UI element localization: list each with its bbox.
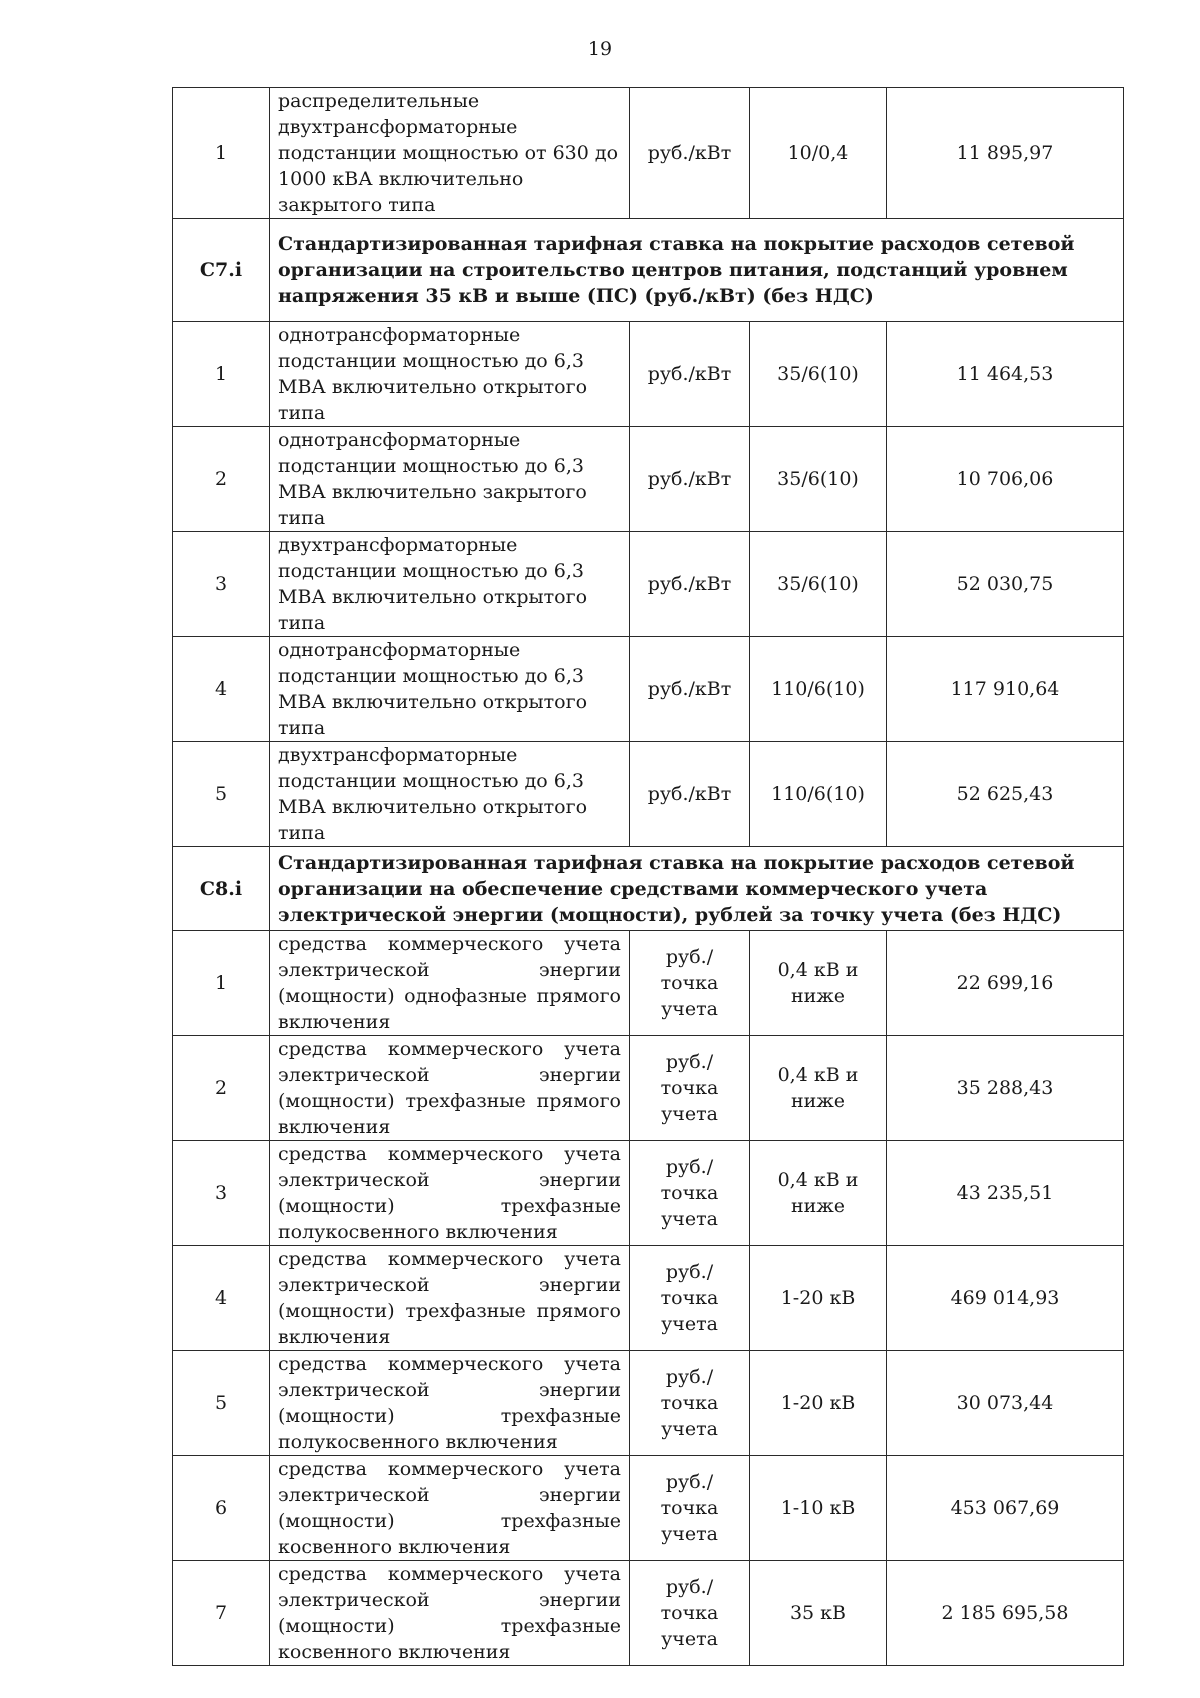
table-row [173, 88, 1124, 219]
row-voltage: 0,4 кВ и ниже [750, 1141, 887, 1246]
row-value: 2 185 695,58 [887, 1561, 1124, 1666]
section-header-c7 [173, 219, 1124, 322]
row-number: 1 [173, 931, 270, 1036]
row-voltage: 35/6(10) [750, 532, 887, 637]
row-voltage: 1-10 кВ [750, 1456, 887, 1561]
table-row [173, 1246, 1124, 1351]
row-voltage: 0,4 кВ и ниже [750, 1036, 887, 1141]
row-voltage: 35/6(10) [750, 322, 887, 427]
row-number: 4 [173, 637, 270, 742]
row-number: 5 [173, 742, 270, 847]
row-unit: руб./точка учета [630, 1456, 750, 1561]
row-number: 2 [173, 427, 270, 532]
row-unit: руб./кВт [630, 427, 750, 532]
row-unit: руб./точка учета [630, 1036, 750, 1141]
row-voltage: 1-20 кВ [750, 1351, 887, 1456]
row-unit: руб./кВт [630, 637, 750, 742]
row-voltage: 110/6(10) [750, 742, 887, 847]
row-voltage: 1-20 кВ [750, 1246, 887, 1351]
row-unit: руб./точка учета [630, 931, 750, 1036]
row-unit: руб./точка учета [630, 1246, 750, 1351]
row-number: 2 [173, 1036, 270, 1141]
row-voltage: 35 кВ [750, 1561, 887, 1666]
row-number: 3 [173, 532, 270, 637]
row-description: однотрансформаторные подстанции мощностью до 6,3 МВА включительно открытого типа [270, 637, 630, 742]
row-description: двухтрансформаторные подстанции мощностью до 6,3 МВА включительно открытого типа [270, 532, 630, 637]
row-unit: руб./точка учета [630, 1141, 750, 1246]
row-voltage: 35/6(10) [750, 427, 887, 532]
section-title: Стандартизированная тарифная ставка на покрытие расходов сетевой организации на обеспечение средствами коммерческого учета электрической энергии (мощности), рублей за точку учета (без НДС) [270, 847, 1124, 931]
row-description: однотрансформаторные подстанции мощностью до 6,3 МВА включительно закрытого типа [270, 427, 630, 532]
row-number: 4 [173, 1246, 270, 1351]
row-number: 7 [173, 1561, 270, 1666]
tariff-table [172, 87, 1124, 1666]
row-description: средства коммерческого учета электрической энергии (мощности) однофазные прямого включения [270, 931, 630, 1036]
row-description: средства коммерческого учета электрической энергии (мощности) трехфазные косвенного включения [270, 1456, 630, 1561]
row-description: средства коммерческого учета электрической энергии (мощности) трехфазные полукосвенного включения [270, 1141, 630, 1246]
row-unit: руб./кВт [630, 88, 750, 219]
row-value: 117 910,64 [887, 637, 1124, 742]
row-value: 469 014,93 [887, 1246, 1124, 1351]
row-value: 11 895,97 [887, 88, 1124, 219]
table-row [173, 1351, 1124, 1456]
row-voltage: 110/6(10) [750, 637, 887, 742]
row-number: 5 [173, 1351, 270, 1456]
section-header-c8 [173, 847, 1124, 931]
row-voltage: 10/0,4 [750, 88, 887, 219]
row-value: 52 030,75 [887, 532, 1124, 637]
row-unit: руб./кВт [630, 532, 750, 637]
row-description: распределительные двухтрансформаторные подстанции мощностью от 630 до 1000 кВА включительно закрытого типа [270, 88, 630, 219]
table-row [173, 427, 1124, 532]
row-description: средства коммерческого учета электрической энергии (мощности) трехфазные прямого включения [270, 1036, 630, 1141]
row-unit: руб./кВт [630, 742, 750, 847]
table-row [173, 1141, 1124, 1246]
row-value: 43 235,51 [887, 1141, 1124, 1246]
table-row [173, 637, 1124, 742]
row-unit: руб./точка учета [630, 1561, 750, 1666]
row-number: 3 [173, 1141, 270, 1246]
page-number: 19 [587, 38, 613, 60]
section-code: C8.i [173, 847, 270, 931]
row-unit: руб./точка учета [630, 1351, 750, 1456]
row-description: двухтрансформаторные подстанции мощностью до 6,3 МВА включительно открытого типа [270, 742, 630, 847]
table-row [173, 322, 1124, 427]
row-value: 52 625,43 [887, 742, 1124, 847]
row-value: 453 067,69 [887, 1456, 1124, 1561]
table-row [173, 532, 1124, 637]
table-row [173, 1561, 1124, 1666]
row-value: 10 706,06 [887, 427, 1124, 532]
row-unit: руб./кВт [630, 322, 750, 427]
table-row [173, 1456, 1124, 1561]
row-value: 30 073,44 [887, 1351, 1124, 1456]
section-title: Стандартизированная тарифная ставка на покрытие расходов сетевой организации на строительство центров питания, подстанций уровнем напряжения 35 кВ и выше (ПС) (руб./кВт) (без НДС) [270, 219, 1124, 322]
row-number: 6 [173, 1456, 270, 1561]
table-row [173, 1036, 1124, 1141]
row-number: 1 [173, 322, 270, 427]
row-description: средства коммерческого учета электрической энергии (мощности) трехфазные косвенного включения [270, 1561, 630, 1666]
table-row [173, 742, 1124, 847]
table-row [173, 931, 1124, 1036]
row-description: средства коммерческого учета электрической энергии (мощности) трехфазные полукосвенного включения [270, 1351, 630, 1456]
section-code: C7.i [173, 219, 270, 322]
row-value: 22 699,16 [887, 931, 1124, 1036]
row-description: однотрансформаторные подстанции мощностью до 6,3 МВА включительно открытого типа [270, 322, 630, 427]
row-value: 35 288,43 [887, 1036, 1124, 1141]
row-voltage: 0,4 кВ и ниже [750, 931, 887, 1036]
row-number: 1 [173, 88, 270, 219]
row-value: 11 464,53 [887, 322, 1124, 427]
row-description: средства коммерческого учета электрической энергии (мощности) трехфазные прямого включения [270, 1246, 630, 1351]
